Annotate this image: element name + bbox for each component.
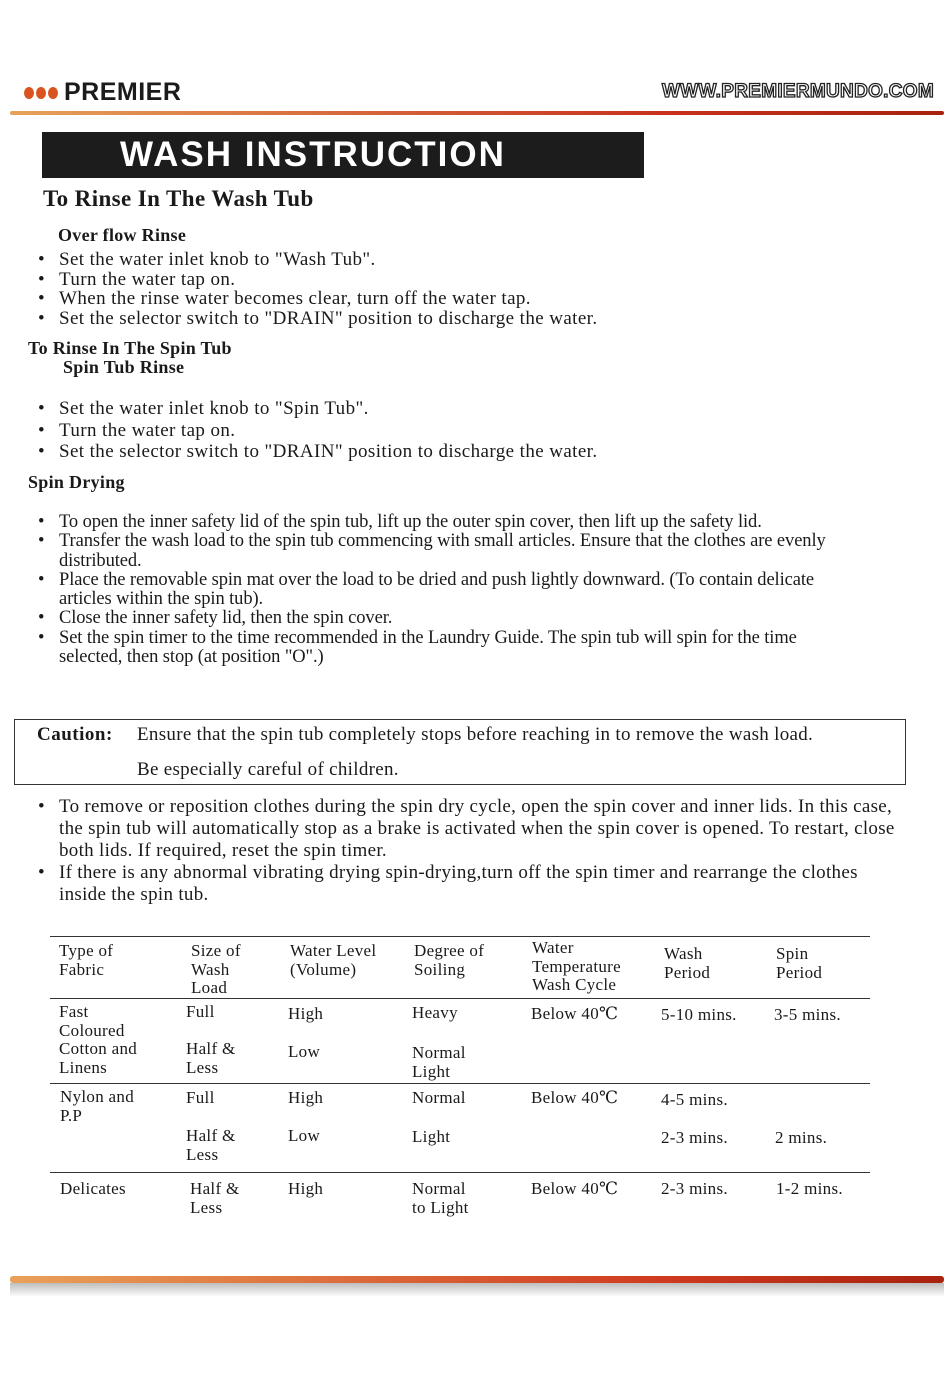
table-cell-size: Full: [186, 1088, 215, 1107]
list-item: • Transfer the wash load to the spin tub commencing with small articles. Ensure that the clothes are evenly distributed.: [38, 532, 858, 571]
section-heading-spin-drying: Spin Drying: [28, 472, 125, 492]
table-cell-soiling: Light: [412, 1127, 451, 1146]
list-item: • Turn the water tap on.: [38, 420, 818, 442]
column-header-wash-period: Wash Period: [664, 944, 711, 982]
table-cell-soiling: Normal Light: [412, 1043, 466, 1081]
table-cell-size: Half & Less: [186, 1126, 236, 1164]
table-rule: [50, 936, 870, 937]
table-rule: [50, 1083, 870, 1084]
list-item: • To remove or reposition clothes during the spin dry cycle, open the spin cover and inner lids. In this case, the spin tub will automatically stop as a brake is activated when the spin cover is opened. To restart, close both lids. If required, reset the spin timer.: [38, 796, 908, 862]
table-cell-spin-period: 2 mins.: [775, 1128, 828, 1147]
logo-dots-icon: [24, 87, 58, 99]
table-cell-soiling: Heavy: [412, 1003, 458, 1022]
table-cell-temperature: Below 40℃: [531, 1179, 619, 1198]
table-cell-level: High: [288, 1004, 324, 1023]
subheading-overflow-rinse: Over flow Rinse: [58, 225, 187, 245]
column-header-water-level: Water Level (Volume): [290, 941, 377, 979]
header-divider: [10, 111, 944, 115]
page-title: WASH INSTRUCTION: [120, 135, 506, 174]
table-cell-temperature: Below 40℃: [531, 1004, 619, 1023]
table-cell-spin-period: 3-5 mins.: [774, 1005, 841, 1024]
table-cell-size: Half & Less: [186, 1039, 236, 1077]
column-header-soiling: Degree of Soiling: [414, 941, 485, 979]
section-heading-rinse-wash-tub: To Rinse In The Wash Tub: [43, 186, 314, 211]
table-cell-level: Low: [288, 1042, 321, 1061]
list-item: • Place the removable spin mat over the load to be dried and push lightly downward. (To contain delicate articles within the spin tub).: [38, 571, 858, 610]
column-header-size: Size of Wash Load: [191, 941, 241, 997]
list-spin-drying: [38, 513, 858, 667]
list-item: • Set the water inlet knob to "Spin Tub".: [38, 398, 818, 420]
caution-text: Ensure that the spin tub completely stops before reaching in to remove the wash load.: [137, 724, 814, 745]
brand-logo: [24, 80, 181, 105]
table-cell-fabric: Fast Coloured Cotton and Linens: [59, 1002, 138, 1077]
list-item: • To open the inner safety lid of the spin tub, lift up the outer spin cover, then lift up the safety lid.: [38, 513, 858, 532]
subheading-spin-tub-rinse: Spin Tub Rinse: [63, 357, 185, 377]
table-cell-soiling: Normal to Light: [412, 1179, 469, 1217]
website-link[interactable]: WWW.PREMIERMUNDO.COM: [662, 81, 934, 102]
table-cell-level: Low: [288, 1126, 321, 1145]
table-cell-fabric: Nylon and P.P: [60, 1087, 134, 1125]
brand-name: PREMIER: [64, 78, 182, 106]
table-cell-size: Half & Less: [190, 1179, 240, 1217]
column-header-fabric: Type of Fabric: [59, 941, 114, 979]
list-item: • Set the spin timer to the time recommended in the Laundry Guide. The spin tub will spin for the time selected, then stop (at position "O".): [38, 629, 858, 668]
footer-divider: [10, 1276, 944, 1283]
table-cell-wash-period: 2-3 mins.: [661, 1128, 728, 1147]
caution-box: [14, 719, 906, 785]
list-item: • Set the selector switch to "DRAIN" position to discharge the water.: [38, 309, 818, 329]
table-cell-soiling: Normal: [412, 1088, 466, 1107]
list-item: • Turn the water tap on.: [38, 270, 818, 290]
caution-label: Caution:: [37, 724, 113, 745]
table-cell-spin-period: 1-2 mins.: [776, 1179, 843, 1198]
title-banner: [42, 132, 644, 178]
table-cell-level: High: [288, 1179, 324, 1198]
list-notes: [38, 796, 908, 906]
table-cell-fabric: Delicates: [60, 1179, 126, 1198]
footer-shadow: [10, 1283, 944, 1297]
list-item: • If there is any abnormal vibrating drying spin-drying,turn off the spin timer and rearrange the clothes inside the spin tub.: [38, 862, 908, 906]
table-cell-wash-period: 5-10 mins.: [661, 1005, 737, 1024]
caution-text-children: Be especially careful of children.: [137, 759, 399, 780]
table-cell-temperature: Below 40℃: [531, 1088, 619, 1107]
table-cell-level: High: [288, 1088, 324, 1107]
table-rule: [50, 998, 870, 999]
table-rule: [50, 1172, 870, 1173]
section-heading-rinse-spin-tub: To Rinse In The Spin Tub: [28, 338, 232, 358]
table-cell-wash-period: 2-3 mins.: [661, 1179, 728, 1198]
table-cell-size: Full: [186, 1002, 215, 1021]
list-item: • Close the inner safety lid, then the spin cover.: [38, 609, 858, 628]
list-item: • When the rinse water becomes clear, turn off the water tap.: [38, 289, 818, 309]
list-item: • Set the selector switch to "DRAIN" position to discharge the water.: [38, 441, 818, 463]
list-rinse-spin-tub: [38, 398, 818, 463]
table-cell-wash-period: 4-5 mins.: [661, 1090, 728, 1109]
column-header-temperature: Water Temperature Wash Cycle: [532, 938, 621, 994]
list-rinse-wash-tub: [38, 250, 818, 328]
list-item: • Set the water inlet knob to "Wash Tub".: [38, 250, 818, 270]
column-header-spin-period: Spin Period: [776, 944, 823, 982]
